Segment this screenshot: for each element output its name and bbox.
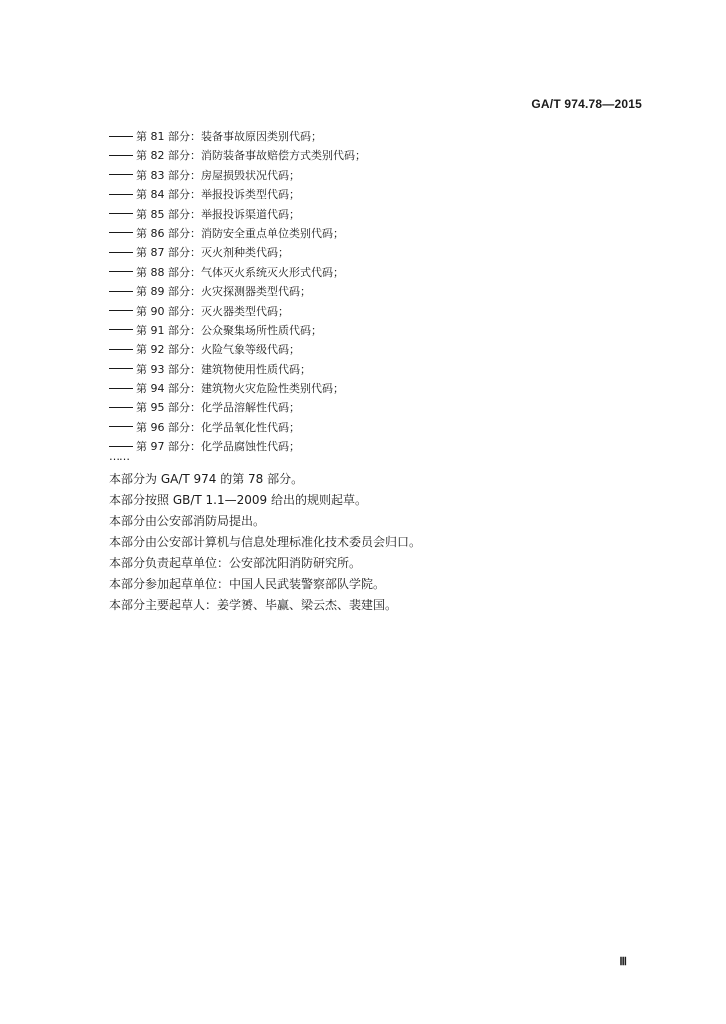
- foreword-paragraph: 本部分由公安部计算机与信息处理标准化技术委员会归口。: [109, 535, 422, 549]
- foreword-paragraph: 本部分由公安部消防局提出。: [109, 514, 266, 528]
- foreword-paragraph: 本部分为 GA/T 974 的第 78 部分。: [109, 472, 304, 486]
- part-item-text: 第 90 部分：灭火器类型代码；: [136, 304, 289, 318]
- part-item-text: 第 95 部分：化学品溶解性代码；: [136, 401, 300, 415]
- em-dash: [109, 310, 133, 311]
- ellipsis: ……: [109, 450, 129, 463]
- part-item: [109, 418, 649, 437]
- em-dash: [109, 213, 133, 214]
- em-dash: [109, 349, 133, 350]
- parts-list: [109, 127, 649, 457]
- part-item: [109, 127, 649, 146]
- part-item: [109, 321, 649, 340]
- part-item-text: 第 97 部分：化学品腐蚀性代码；: [136, 440, 300, 454]
- part-item-text: 第 81 部分：装备事故原因类别代码；: [136, 130, 322, 143]
- part-item: [109, 224, 649, 243]
- em-dash: [109, 368, 133, 369]
- em-dash: [109, 446, 133, 447]
- part-item-text: 第 87 部分：灭火剂种类代码；: [136, 246, 289, 260]
- part-item: [109, 302, 649, 321]
- part-item-text: 第 91 部分：公众聚集场所性质代码；: [136, 323, 322, 337]
- em-dash: [109, 407, 133, 408]
- em-dash: [109, 388, 133, 389]
- em-dash: [109, 252, 133, 253]
- part-item: [109, 360, 649, 379]
- part-item: [109, 379, 649, 398]
- part-item: [109, 282, 649, 301]
- em-dash: [109, 155, 133, 156]
- part-item: [109, 340, 649, 359]
- part-item-text: 第 96 部分：化学品氧化性代码；: [136, 420, 300, 434]
- part-item: [109, 398, 649, 417]
- em-dash: [109, 136, 133, 137]
- part-item-text: 第 93 部分：建筑物使用性质代码；: [136, 362, 311, 376]
- standard-code: GA/T 974.78—2015: [531, 97, 642, 111]
- em-dash: [109, 426, 133, 427]
- foreword-paragraph: 本部分参加起草单位：中国人民武装警察部队学院。: [109, 577, 386, 591]
- part-item-text: 第 89 部分：火灾探测器类型代码；: [136, 285, 311, 299]
- part-item: [109, 166, 649, 185]
- part-item-text: 第 85 部分：举报投诉渠道代码；: [136, 207, 300, 221]
- part-item: [109, 205, 649, 224]
- foreword-paragraph: 本部分负责起草单位：公安部沈阳消防研究所。: [109, 556, 362, 570]
- part-item: [109, 243, 649, 262]
- part-item-text: 第 82 部分：消防装备事故赔偿方式类别代码；: [136, 149, 366, 163]
- part-item-text: 第 88 部分：气体灭火系统灭火形式代码；: [136, 265, 344, 279]
- foreword-paragraph: 本部分按照 GB/T 1.1—2009 给出的规则起草。: [109, 493, 367, 507]
- em-dash: [109, 291, 133, 292]
- part-item: [109, 263, 649, 282]
- part-item-text: 第 83 部分：房屋损毁状况代码；: [136, 168, 300, 182]
- foreword-paragraph: 本部分主要起草人：姜学赟、毕赢、梁云杰、裴建国。: [109, 598, 398, 612]
- part-item-text: 第 86 部分：消防安全重点单位类别代码；: [136, 226, 344, 240]
- part-item-text: 第 84 部分：举报投诉类型代码；: [136, 188, 300, 202]
- em-dash: [109, 174, 133, 175]
- page-number: Ⅲ: [619, 956, 627, 968]
- em-dash: [109, 329, 133, 330]
- part-item: [109, 185, 649, 204]
- em-dash: [109, 232, 133, 233]
- em-dash: [109, 271, 133, 272]
- part-item: [109, 146, 649, 165]
- part-item: [109, 437, 649, 456]
- part-item-text: 第 94 部分：建筑物火灾危险性类别代码；: [136, 382, 344, 396]
- foreword-section: [109, 469, 649, 616]
- em-dash: [109, 194, 133, 195]
- part-item-text: 第 92 部分：火险气象等级代码；: [136, 343, 300, 357]
